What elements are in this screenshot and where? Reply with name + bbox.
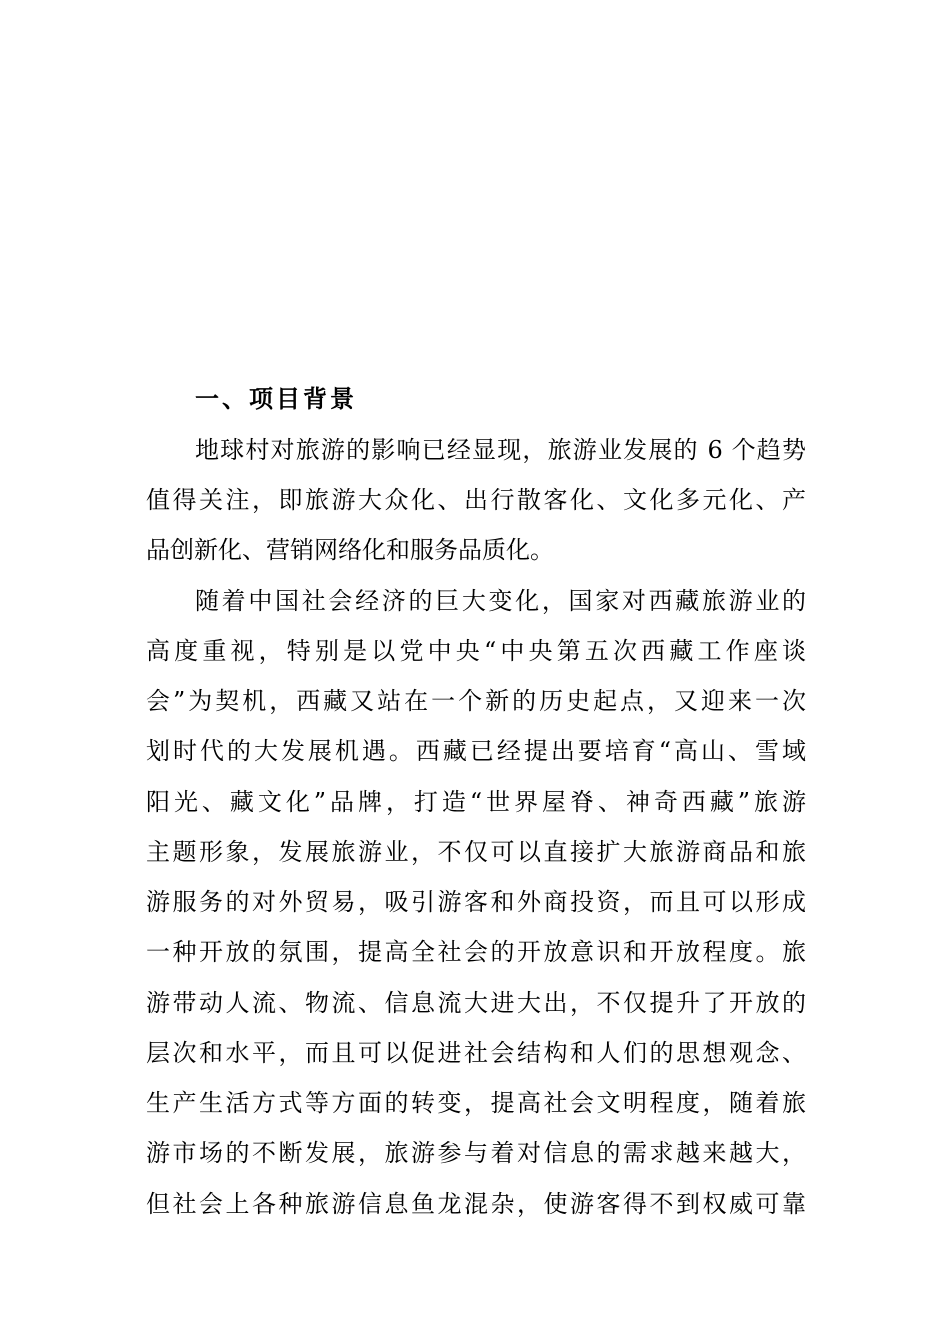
paragraph-line: 游市场的不断发展，旅游参与着对信息的需求越来越大， <box>146 1139 806 1167</box>
paragraph-line: 随着中国社会经济的巨大变化，国家对西藏旅游业的 <box>195 587 806 615</box>
paragraph-line: 生产生活方式等方面的转变，提高社会文明程度，随着旅 <box>146 1089 806 1117</box>
paragraph-line: 层次和水平，而且可以促进社会结构和人们的思想观念、 <box>146 1039 806 1067</box>
paragraph-line: 高度重视，特别是以党中央“中央第五次西藏工作座谈 <box>146 637 806 665</box>
paragraph-line: 地球村对旅游的影响已经显现，旅游业发展的 6 个趋势 <box>195 436 806 464</box>
paragraph-line: 值得关注，即旅游大众化、出行散客化、文化多元化、产 <box>146 486 806 514</box>
paragraph-line: 阳光、藏文化”品牌，打造“世界屋脊、神奇西藏”旅游 <box>146 788 806 816</box>
paragraph-line: 游服务的对外贸易，吸引游客和外商投资，而且可以形成 <box>146 888 806 916</box>
paragraph-line: 划时代的大发展机遇。西藏已经提出要培育“高山、雪域 <box>146 737 806 765</box>
paragraph-line: 会”为契机，西藏又站在一个新的历史起点，又迎来一次 <box>146 687 806 715</box>
paragraph-line: 一种开放的氛围，提高全社会的开放意识和开放程度。旅 <box>146 938 806 966</box>
paragraph-line: 但社会上各种旅游信息鱼龙混杂，使游客得不到权威可靠 <box>146 1190 806 1218</box>
paragraph-line: 主题形象，发展旅游业，不仅可以直接扩大旅游商品和旅 <box>146 838 806 866</box>
section-heading: 一、项目背景 <box>195 384 357 413</box>
paragraph-line: 游带动人流、物流、信息流大进大出，不仅提升了开放的 <box>146 989 806 1017</box>
paragraph-line: 品创新化、营销网络化和服务品质化。 <box>146 536 554 564</box>
